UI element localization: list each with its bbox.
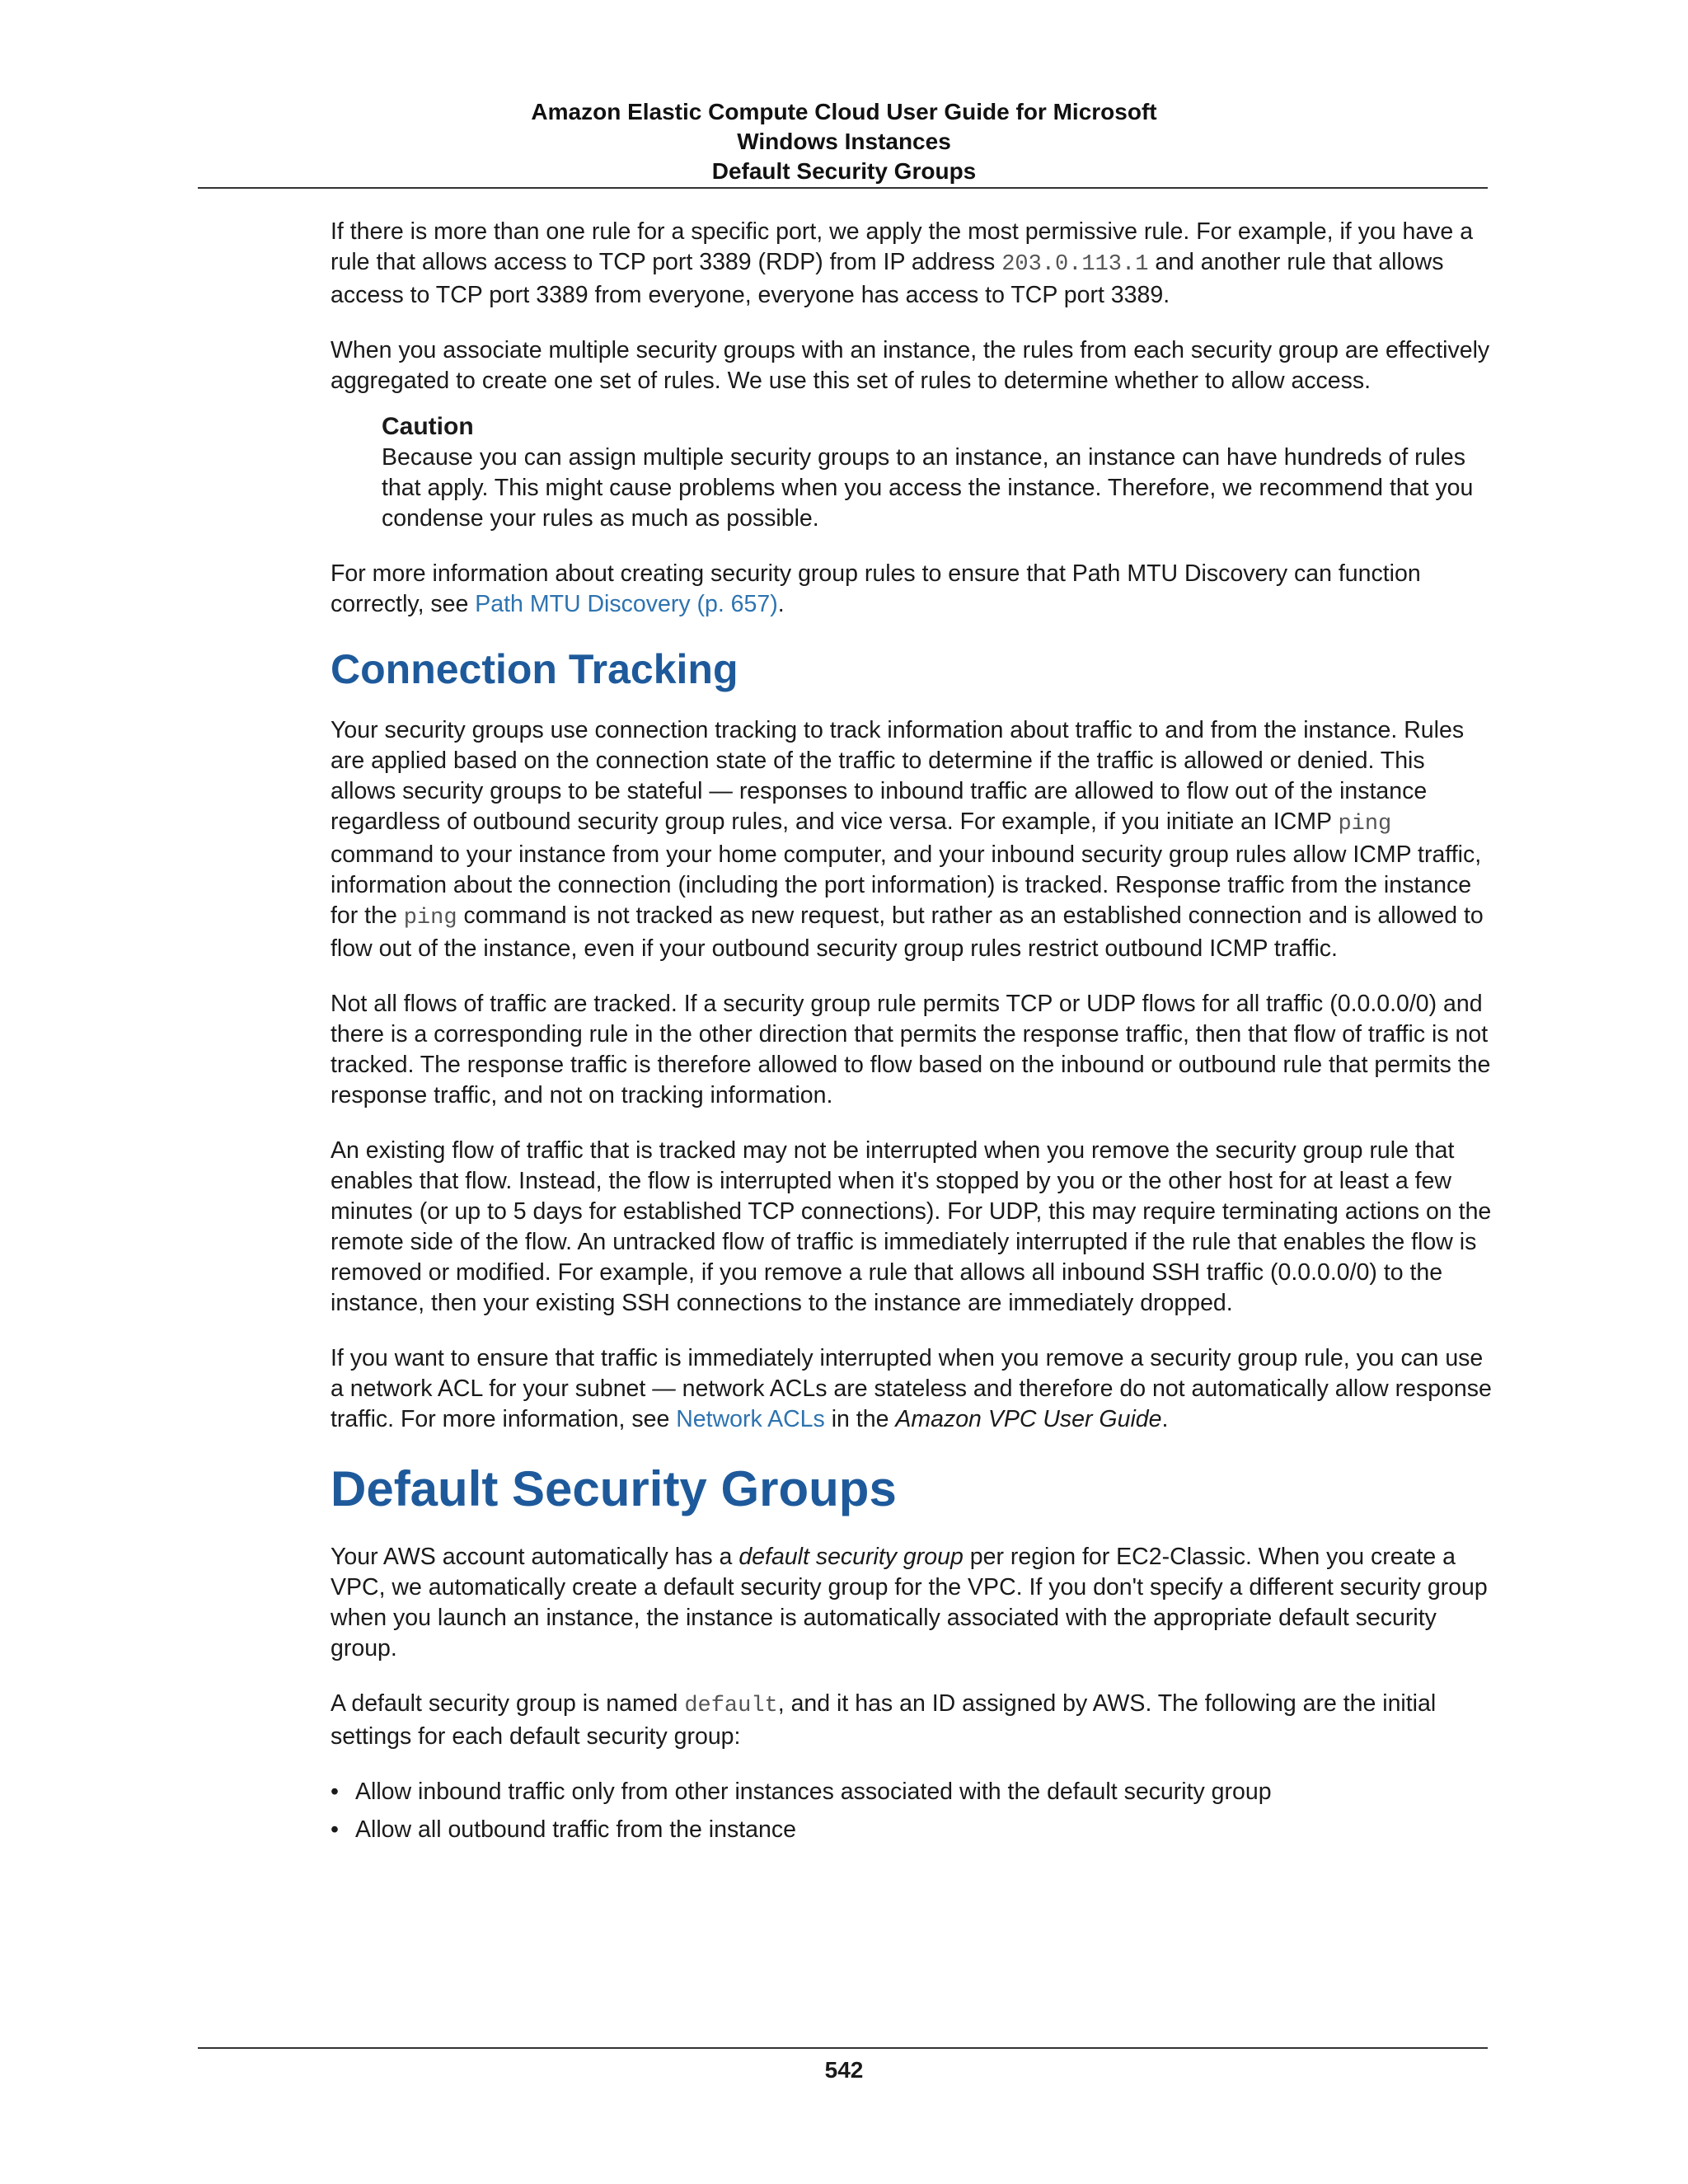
network-acls-link[interactable]: Network ACLs <box>676 1406 825 1432</box>
vpc-user-guide-title: Amazon VPC User Guide <box>895 1406 1162 1432</box>
default-groups-paragraph-2: A default security group is named default, and it has an ID assigned by AWS. The following are the initial settings for each default security group: <box>331 1690 1437 1750</box>
page-content <box>331 217 1493 1853</box>
ping-code: ping <box>403 906 457 930</box>
connection-tracking-paragraph-3: An existing flow of traffic that is tracked may not be interrupted when you remove the security group rule that enables that flow. Instead, the flow is interrupted when it's stopped by you or the other host for at least a few minutes (or up to 5 days for established TCP connections). For UDP, this may require terminating actions on the remote side of the flow. An untracked flow of traffic is immediately interrupted if the rule that enables the flow is removed or modified. For example, if you remove a rule that allows all inbound SSH traffic (0.0.0.0/0) to the instance, then your existing SSH connections to the instance are immediately dropped. <box>331 1137 1492 1316</box>
list-item: • Allow all outbound traffic from the instance <box>331 1815 1493 1845</box>
header-section-title: Default Security Groups <box>711 158 977 184</box>
intro-paragraph-3: For more information about creating security group rules to ensure that Path MTU Discovery can function correctly, see Path MTU Discovery (p. 657). <box>331 560 1421 617</box>
page-number: 542 <box>824 2057 864 2083</box>
caution-note <box>382 411 1493 534</box>
caution-body: Because you can assign multiple security groups to an instance, an instance can have hundreds of rules that apply. This might cause problems when you access the instance. Therefore, we recommend that you condense your rules as much as possible. <box>382 444 1474 532</box>
list-item: • Allow inbound traffic only from other instances associated with the default security group <box>331 1777 1493 1807</box>
ip-address-code: 203.0.113.1 <box>1001 252 1149 277</box>
header-rule <box>198 187 1488 189</box>
default-settings-list <box>331 1777 1493 1845</box>
bullet-icon: • <box>331 1816 339 1843</box>
running-header <box>0 97 1688 186</box>
default-groups-paragraph-1: Your AWS account automatically has a default security group per region for EC2-Classic. When you create a VPC, we automatically create a default security group for the VPC. If you don't specify a different security group when you launch an instance, the instance is automatically associated with the appropriate default security group. <box>331 1544 1488 1661</box>
default-security-groups-heading: Default Security Groups <box>331 1461 897 1516</box>
connection-tracking-paragraph-1: Your security groups use connection tracking to track information about traffic to and from the instance. Rules are applied based on the connection state of the traffic to determine if the traffic is allowed or denied. This allows security groups to be stateful — responses to inbound traffic are allowed to flow out of the instance regardless of outbound security group rules, and vice versa. For example, if you initiate an ICMP ping command to your instance from your home computer, and your inbound security group rules allow ICMP traffic, information about the connection (including the port information) is tracked. Response traffic from the instance for the ping command is not tracked as new request, but rather as an established connection and is allowed to flow out of the instance, even if your outbound security group rules restrict outbound ICMP traffic. <box>331 717 1484 962</box>
caution-title: Caution <box>382 413 474 440</box>
footer-rule <box>198 2047 1488 2049</box>
intro-paragraph-1: If there is more than one rule for a specific port, we apply the most permissive rule. For example, if you have a rule that allows access to TCP port 3389 (RDP) from IP address 203.0.113.1 and another rule that allows access to TCP port 3389 from everyone, everyone has access to TCP port 3389. <box>331 218 1474 308</box>
intro-paragraph-2: When you associate multiple security groups with an instance, the rules from each security group are effectively aggregated to create one set of rules. We use this set of rules to determine whether to allow access. <box>331 337 1490 394</box>
header-guide-subtitle: Windows Instances <box>737 129 951 154</box>
default-name-code: default <box>684 1694 778 1718</box>
connection-tracking-paragraph-2: Not all flows of traffic are tracked. If a security group rule permits TCP or UDP flows for all traffic (0.0.0.0/0) and there is a corresponding rule in the other direction that permits the response traffic, then that flow of traffic is not tracked. The response traffic is therefore allowed to flow based on the inbound or outbound rule that permits the response traffic, and not on tracking information. <box>331 991 1491 1108</box>
ping-code: ping <box>1338 812 1392 837</box>
bullet-icon: • <box>331 1779 339 1805</box>
connection-tracking-paragraph-4: If you want to ensure that traffic is immediately interrupted when you remove a security group rule, you can use a network ACL for your subnet — network ACLs are stateless and therefore do not automatically allow response traffic. For more information, see Network ACLs in the Amazon VPC User Guide. <box>331 1345 1492 1432</box>
path-mtu-discovery-link[interactable]: Path MTU Discovery (p. 657) <box>475 591 778 617</box>
header-guide-title: Amazon Elastic Compute Cloud User Guide for Microsoft <box>531 99 1157 124</box>
default-security-group-term: default security group <box>738 1544 964 1570</box>
connection-tracking-heading: Connection Tracking <box>331 646 738 692</box>
